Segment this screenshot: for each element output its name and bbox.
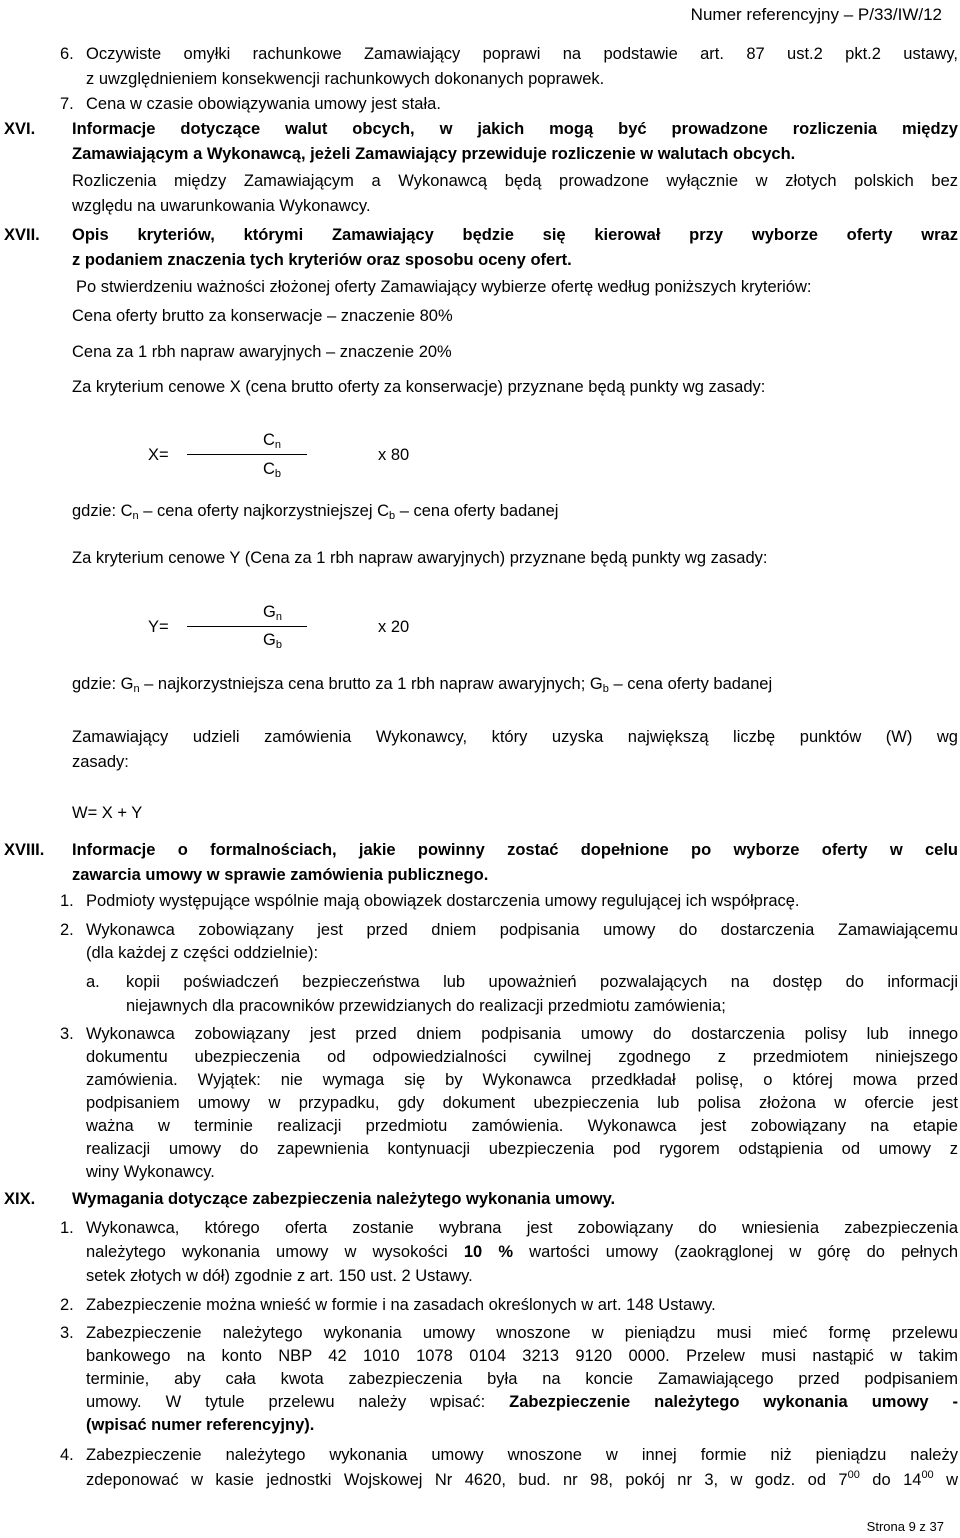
item-text-line: należytego wykonania umowy w wysokości 10 % wartości umowy (zaokrąglonej w górę do pełnych <box>86 1243 958 1261</box>
item-text-line: umowy. W tytule przelewu należy wpisać: Zabezpieczenie należytego wykonania umowy - <box>86 1393 958 1411</box>
item-number: 6. <box>60 45 74 63</box>
subitem-letter: a. <box>86 973 100 991</box>
item-text-line: (wpisać numer referencyjny). <box>86 1416 315 1434</box>
item-text-line: Zabezpieczenie należytego wykonania umowy wnoszone w pieniądzu musi mieć formę przelewu <box>86 1324 958 1342</box>
formula-y-lhs: Y= <box>148 618 169 636</box>
subitem-text-line: kopii poświadczeń bezpieczeństwa lub upoważnień pozwalających na dostęp do informacji <box>126 973 958 991</box>
item-text-line: setek złotych w dół) zgodnie z art. 150 ust. 2 Ustawy. <box>86 1267 473 1285</box>
body-text-line: względu na uwarunkowania Wykonawcy. <box>72 197 371 215</box>
formula-x-numerator: $C_n$ <box>263 431 282 451</box>
section-heading-line: Wymagania dotyczące zabezpieczenia należytego wykonania umowy. <box>72 1190 616 1208</box>
award-rule-line: zasady: <box>72 753 129 771</box>
fraction-line <box>187 454 307 455</box>
item-text-line: Wykonawca zobowiązany jest przed dniem podpisania umowy do dostarczenia Zamawiającemu <box>86 921 958 939</box>
item-text-line: terminie, aby cała kwota zabezpieczenia była na koncie Zamawiającego przed podpisaniem <box>86 1370 958 1388</box>
item-text-line: dokumentu ubezpieczenia od odpowiedzialności cywilnej zgodnego z przedmiotem niniejszego <box>86 1048 958 1066</box>
item-text-line: Zabezpieczenie można wnieść w formie i na zasadach określonych w art. 148 Ustawy. <box>86 1296 716 1314</box>
item-text-line: Oczywiste omyłki rachunkowe Zamawiający poprawi na podstawie art. 87 ust.2 pkt.2 ustawy, <box>86 45 958 63</box>
section-heading-line: Opis kryteriów, którymi Zamawiający będzie się kierował przy wyborze oferty wraz <box>72 226 958 244</box>
item-number: 1. <box>60 892 74 910</box>
section-number: XVII. <box>4 226 40 244</box>
section-number: XVIII. <box>4 841 45 859</box>
criterion-2: Cena za 1 rbh napraw awaryjnych – znaczenie 20% <box>72 343 452 361</box>
section-heading-line: zawarcia umowy w sprawie zamówienia publicznego. <box>72 866 489 884</box>
section-heading-line: Zamawiającym a Wykonawcą, jeżeli Zamawiający przewiduje rozliczenie w walutach obcych. <box>72 145 796 163</box>
legend-x: gdzie: $C_n$ – cena oferty najkorzystniejszej $C_b$ – cena oferty badanej <box>72 502 559 522</box>
item-number: 7. <box>60 95 74 113</box>
item-text-line: bankowego na konto NBP 42 1010 1078 0104 3213 9120 0000. Przelew musi nastąpić w takim <box>86 1347 958 1365</box>
formula-y-numerator: $G_n$ <box>263 603 282 623</box>
section-heading-line: z podaniem znaczenia tych kryteriów oraz sposobu oceny ofert. <box>72 251 572 269</box>
formula-x-denominator: $C_b$ <box>263 460 282 480</box>
item-number: 2. <box>60 921 74 939</box>
criteria-intro: Po stwierdzeniu ważności złożonej oferty Zamawiający wybierze ofertę według poniższych kryteriów: <box>76 278 812 296</box>
section-number: XIX. <box>4 1190 36 1208</box>
item-text-line: Podmioty występujące wspólnie mają obowiązek dostarczenia umowy regulującej ich współpracę. <box>86 892 800 910</box>
item-text-line: winy Wykonawcy. <box>86 1163 215 1181</box>
rule-y: Za kryterium cenowe Y (Cena za 1 rbh napraw awaryjnych) przyznane będą punkty wg zasady: <box>72 549 768 567</box>
formula-y-multiplier: x 20 <box>378 618 410 636</box>
item-text-line: Wykonawca zobowiązany jest przed dniem podpisania umowy do dostarczenia polisy lub innego <box>86 1025 958 1043</box>
legend-y: gdzie: $G_n$ – najkorzystniejsza cena brutto za 1 rbh napraw awaryjnych; $G_b$ – cena oferty badanej <box>72 675 773 695</box>
formula-x-multiplier: x 80 <box>378 446 410 464</box>
item-text-line: z uwzględnieniem konsekwencji rachunkowych dokonanych poprawek. <box>86 70 605 88</box>
total-formula: W= X + Y <box>72 804 143 822</box>
item-text-line: Wykonawca, którego oferta zostanie wybrana jest zobowiązany do wniesienia zabezpieczenia <box>86 1219 958 1237</box>
item-text-line: zamówienia. Wyjątek: nie wymaga się by Wykonawca przedkładał polisę, o której mowa przed <box>86 1071 958 1089</box>
body-text-line: Rozliczenia między Zamawiającym a Wykonawcą będą prowadzone wyłącznie w złotych polskich bez <box>72 172 958 190</box>
item-text-line: podpisaniem umowy w przypadku, gdy dokument ubezpieczenia lub polisa złożona w ofercie jest <box>86 1094 958 1112</box>
item-number: 3. <box>60 1025 74 1043</box>
item-number: 4. <box>60 1446 74 1464</box>
fraction-line <box>187 626 307 627</box>
section-heading-line: Informacje dotyczące walut obcych, w jakich mogą być prowadzone rozliczenia między <box>72 120 958 138</box>
section-heading-line: Informacje o formalnościach, jakie powinny zostać dopełnione po wyborze oferty w celu <box>72 841 958 859</box>
page-number: Strona 9 z 37 <box>866 1519 944 1534</box>
item-text-line: realizacji umowy do zapewnienia kontynuacji ubezpieczenia pod rygorem odstąpienia od umowy z <box>86 1140 958 1158</box>
item-text-line: Cena w czasie obowiązywania umowy jest stała. <box>86 95 441 113</box>
criterion-1: Cena oferty brutto za konserwacje – znaczenie 80% <box>72 307 453 325</box>
item-text-line: zdeponować w kasie jednostki Wojskowej Nr 4620, bud. nr 98, pokój nr 3, w godz. od $7^{00}$ do $14^{00}$ w <box>86 1469 959 1489</box>
item-number: 3. <box>60 1324 74 1342</box>
item-text-line: ważna w terminie realizacji przedmiotu zamówienia. Wykonawca jest zobowiązany na etapie <box>86 1117 958 1135</box>
formula-x-lhs: X= <box>148 446 169 464</box>
formula-y-denominator: $G_b$ <box>263 631 282 651</box>
item-text-line: Zabezpieczenie należytego wykonania umowy wnoszone w innej formie niż pieniądzu należy <box>86 1446 958 1464</box>
subitem-text-line: niejawnych dla pracowników przewidzianych do realizacji przedmiotu zamówienia; <box>126 997 726 1015</box>
item-number: 1. <box>60 1219 74 1237</box>
document-reference-header: Numer referencyjny – P/33/IW/12 <box>690 5 942 24</box>
item-number: 2. <box>60 1296 74 1314</box>
section-number: XVI. <box>4 120 36 138</box>
award-rule-line: Zamawiający udzieli zamówienia Wykonawcy, który uzyska największą liczbę punktów (W) wg <box>72 728 958 746</box>
rule-x: Za kryterium cenowe X (cena brutto oferty za konserwacje) przyznane będą punkty wg zasady: <box>72 378 766 396</box>
item-text-line: (dla każdej z części oddzielnie): <box>86 944 319 962</box>
